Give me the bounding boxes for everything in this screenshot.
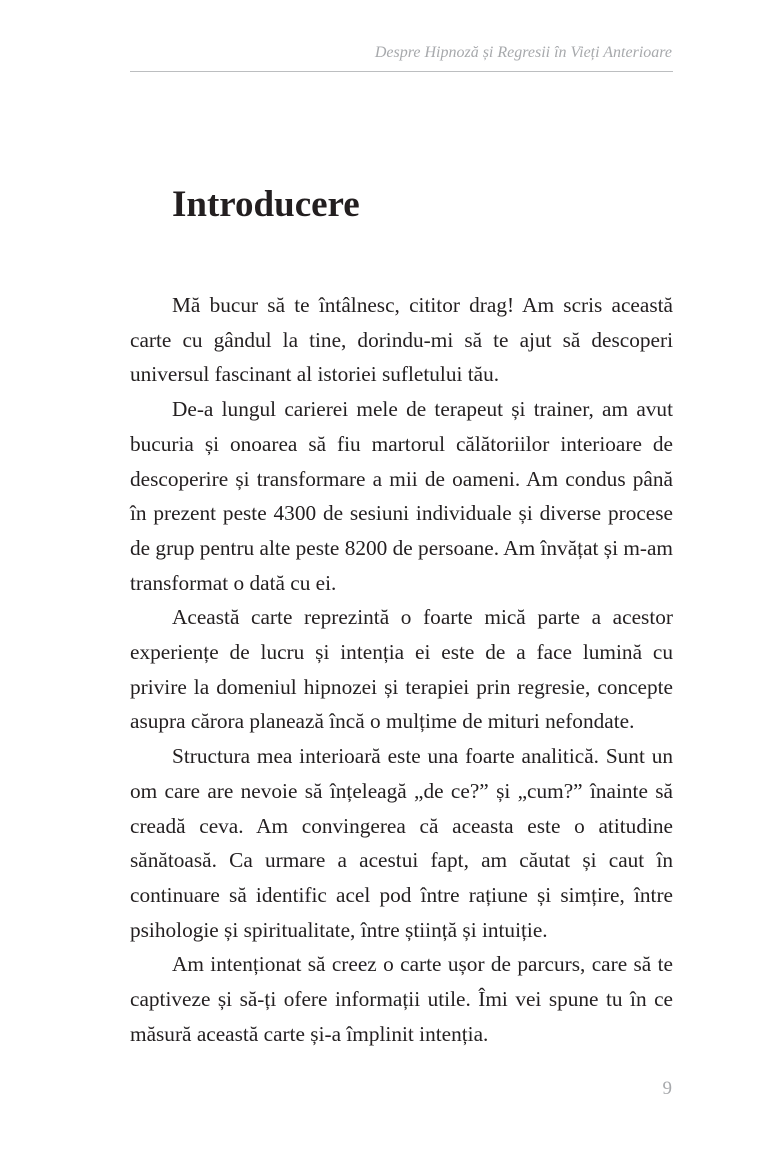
- header-divider: [130, 71, 673, 72]
- body-text: [130, 288, 673, 1051]
- paragraph: Am intenționat să creez o carte ușor de parcurs, care să te captiveze și să-ți ofere informații utile. Îmi vei spune tu în ce măsură această carte și-a împlinit intenția.: [130, 952, 673, 1046]
- chapter-title: Introducere: [172, 184, 360, 225]
- paragraph: Această carte reprezintă o foarte mică parte a acestor experiențe de lucru și intenția ei este de a face lumină cu privire la domeniul hipnozei și terapiei prin regresie, concepte asupra cărora planează încă o mulțime de mituri nefondate.: [130, 605, 673, 734]
- paragraph: Structura mea interioară este una foarte analitică. Sunt un om care are nevoie să înțeleagă „de ce?” și „cum?” înainte să creadă ceva. Am convingerea că aceasta este o atitudine sănătoasă. Ca urmare a acestui fapt, am căutat și caut în continuare să identific acel pod între rațiune și simțire, între psihologie și spiritualitate, între știință și intuiție.: [130, 744, 673, 942]
- paragraph: Mă bucur să te întâlnesc, cititor drag! Am scris această carte cu gândul la tine, dorindu-mi să te ajut să descoperi universul fascinant al istoriei sufletului tău.: [130, 293, 673, 387]
- paragraph: De-a lungul carierei mele de terapeut și trainer, am avut bucuria și onoarea să fiu martorul călătoriilor interioare de descoperire și transformare a mii de oameni. Am condus până în prezent peste 4300 de sesiuni individuale și diverse procese de grup pentru alte peste 8200 de persoane. Am învățat și m-am transformat o dată cu ei.: [130, 397, 673, 595]
- running-header: Despre Hipnoză și Regresii în Vieți Anterioare: [374, 44, 672, 61]
- page-number: 9: [662, 1078, 672, 1099]
